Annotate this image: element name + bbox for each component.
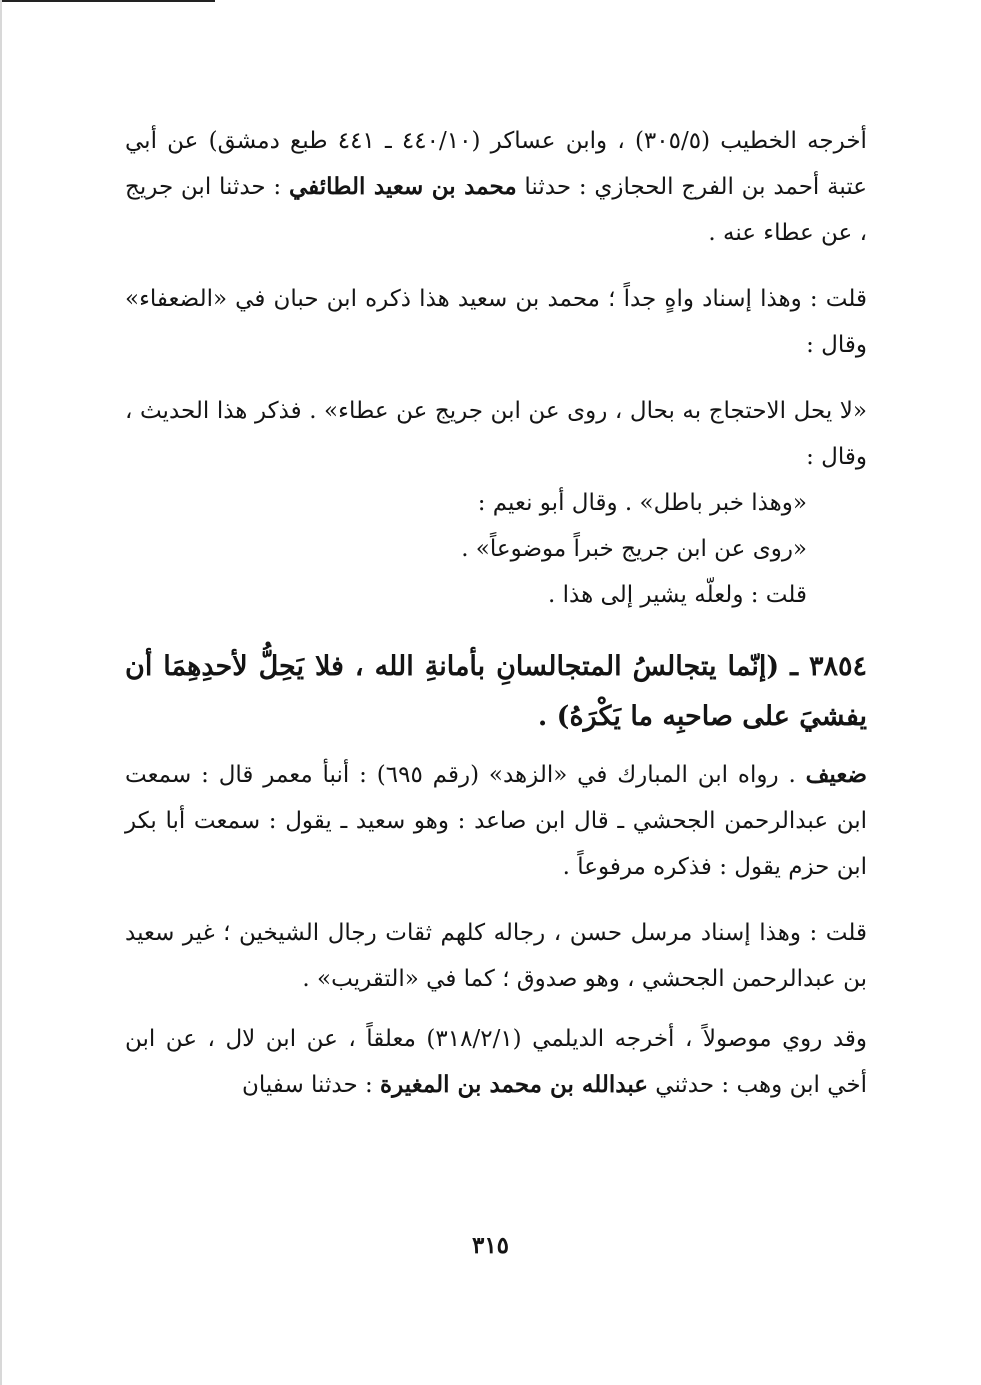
hadith-heading: ٣٨٥٤ ـ (إنّما يتجالسُ المتجالسانِ بأمانةِ الله ، فلا يَحِلُّ لأحدِهِمَا أن يفشيَ على صاحبِه ما يَكْرَهُ) . xyxy=(125,651,867,732)
narrator-name: عبدالله بن محمد بن المغيرة xyxy=(380,1071,648,1098)
page-body xyxy=(125,118,867,1108)
paragraph-comment: قلت : وهذا إسناد واهٍ جداً ؛ محمد بن سعيد هذا ذكره ابن حبان في «الضعفاء» وقال : xyxy=(125,286,867,358)
paragraph-text: : حدثنا سفيان xyxy=(241,1072,373,1098)
grading-label: ضعيف xyxy=(805,761,867,788)
paragraph-isnad-comment: قلت : وهذا إسناد مرسل حسن ، رجاله كلهم ثقات رجال الشيخين ؛ غير سعيد بن عبدالرحمن الجحشي ، وهو صدوق ؛ كما في «التقريب» . xyxy=(125,920,867,992)
quote-line: «روى عن ابن جريج خبراً موضوعاً» . xyxy=(461,536,807,562)
paragraph-text: : حدثنا ابن جريج ، عن عطاء عنه . xyxy=(125,174,867,246)
paragraph-text: . رواه ابن المبارك في «الزهد» (رقم ٦٩٥) : أنبأ معمر قال : سمعت ابن عبدالرحمن الجحشي ـ قال ابن صاعد : وهو سعيد ـ يقول : سمعت أبا بكر ابن حزم يقول : فذكره مرفوعاً . xyxy=(125,762,867,880)
paragraph-takhrij xyxy=(125,118,867,256)
page-number: ٣١٥ xyxy=(471,1232,510,1259)
paragraph-grading xyxy=(125,752,867,890)
narrator-name: محمد بن سعيد الطائفي xyxy=(288,173,517,200)
quote-line: قلت : ولعلّه يشير إلى هذا . xyxy=(548,582,807,608)
paragraph-mawsul xyxy=(125,1016,867,1108)
quote-line: «وهذا خبر باطل» . وقال أبو نعيم : xyxy=(477,490,807,516)
scan-edge-shadow xyxy=(0,0,2,1385)
paragraph-text: أخرجه الخطيب (٣٠٥/٥) ، وابن عساكر (٤٤٠/١٠ ـ ٤٤١ طبع دمشق) عن أبي عتبة أحمد بن الفرج الحجازي : حدثنا xyxy=(125,128,868,200)
paragraph-quote-intro: «لا يحل الاحتجاج به بحال ، روى عن ابن جريج عن عطاء» . فذكر هذا الحديث ، وقال : xyxy=(125,398,867,470)
scan-edge-line xyxy=(0,0,215,2)
paragraph-text: وقد روي موصولاً ، أخرجه الديلمي (٣١٨/٢/١) معلقاً ، عن ابن لال ، عن ابن أخي ابن وهب : حدثني xyxy=(125,1026,868,1098)
